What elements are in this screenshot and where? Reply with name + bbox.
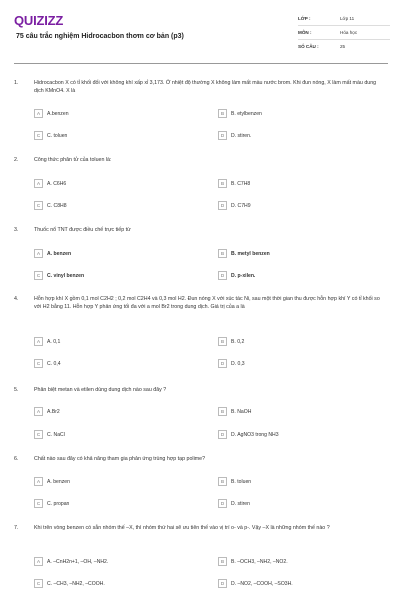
option-text: C. propan (47, 500, 70, 507)
option-text: A. benzen (47, 478, 70, 485)
question-number: 3. (14, 227, 19, 233)
option-text: D. 0,3 (231, 360, 245, 367)
option-b[interactable] (218, 108, 262, 119)
info-value: 25 (340, 44, 346, 49)
option-letter-box: A (34, 109, 43, 118)
option-c[interactable] (34, 578, 105, 589)
option-text: C. –CH3, –NH2, –COOH. (47, 580, 105, 587)
option-letter-box: D (218, 271, 227, 280)
option-letter-box: B (218, 337, 227, 346)
page-title: 75 câu trắc nghiệm Hidrocacbon thơm cơ bản (p3) (16, 33, 184, 40)
option-letter-box: C (34, 131, 43, 140)
question-5 (14, 386, 386, 394)
option-d[interactable] (218, 130, 251, 141)
question-number: 1. (14, 80, 19, 86)
question-6 (14, 455, 386, 463)
option-c[interactable] (34, 429, 65, 440)
question-text: Khi trên vòng benzen có sẵn nhóm thế –X, thì nhóm thứ hai sẽ ưu tiên thế vào vị trí o- và p-. Vậy –X là những nhóm thế nào ? (34, 525, 330, 531)
option-letter-box: D (218, 430, 227, 439)
option-text: B. metyl benzen (231, 250, 270, 257)
option-text: C. vinyl benzen (47, 272, 85, 279)
option-text: A. 0,1 (47, 338, 61, 345)
option-text: B. –OCH3, –NH2, –NO2. (231, 558, 288, 565)
option-text: B. 0,2 (231, 338, 245, 345)
question-number: 4. (14, 296, 19, 302)
option-text: D. stiren. (231, 132, 252, 139)
question-text: Chất nào sau đây có khả năng tham gia phản ứng trùng hợp tạp polime? (34, 456, 206, 462)
option-letter-box: D (218, 131, 227, 140)
option-a[interactable] (34, 556, 108, 567)
info-label: LỚP : (298, 16, 311, 21)
option-c[interactable] (34, 498, 69, 509)
option-b[interactable] (218, 556, 288, 567)
option-a[interactable] (34, 248, 71, 259)
question-number: 7. (14, 525, 19, 531)
option-text: A. benzen (47, 250, 72, 257)
question-number: 5. (14, 387, 19, 393)
option-letter-box: B (218, 407, 227, 416)
option-text: D. p-xilen. (231, 272, 256, 279)
option-text: D. –NO2, –COOH, –SO3H. (231, 580, 293, 587)
info-label: SỐ CÂU : (298, 44, 319, 49)
option-letter-box: D (218, 201, 227, 210)
info-row-subject (298, 26, 390, 40)
option-text: D. stiren (231, 500, 250, 507)
question-1 (14, 79, 386, 95)
option-text: A. C6H6 (47, 180, 67, 187)
option-a[interactable] (34, 108, 69, 119)
option-d[interactable] (218, 358, 245, 369)
option-text: B. C7H8 (231, 180, 251, 187)
option-b[interactable] (218, 406, 251, 417)
question-7 (14, 524, 386, 532)
option-letter-box: B (218, 109, 227, 118)
question-text: Thuốc nổ TNT được điều chế trực tiếp từ (34, 227, 131, 233)
option-text: A.benzen (47, 110, 69, 117)
option-letter-box: C (34, 201, 43, 210)
option-b[interactable] (218, 248, 270, 259)
option-text: C. C8H8 (47, 202, 67, 209)
question-3 (14, 226, 386, 234)
option-c[interactable] (34, 270, 84, 281)
option-letter-box: C (34, 430, 43, 439)
option-d[interactable] (218, 270, 255, 281)
option-text: C. toluen (47, 132, 68, 139)
option-letter-box: A (34, 249, 43, 258)
option-c[interactable] (34, 358, 61, 369)
quizizz-logo: QUIZIZZ (14, 13, 64, 28)
option-text: B. toluen (231, 478, 252, 485)
option-a[interactable] (34, 476, 70, 487)
question-text: Công thức phân tử của toluen là: (34, 157, 112, 163)
option-b[interactable] (218, 178, 250, 189)
option-letter-box: D (218, 359, 227, 368)
option-letter-box: C (34, 499, 43, 508)
option-c[interactable] (34, 200, 67, 211)
option-text: D. AgNO3 trong NH3 (231, 431, 279, 438)
option-d[interactable] (218, 200, 251, 211)
option-letter-box: B (218, 557, 227, 566)
option-letter-box: C (34, 271, 43, 280)
option-text: C. 0,4 (47, 360, 61, 367)
option-letter-box: C (34, 359, 43, 368)
option-d[interactable] (218, 578, 293, 589)
question-4 (14, 295, 386, 311)
question-text: Hidrocacbon X có tỉ khối đối với không khí xấp xỉ 3,173. Ở nhiệt độ thường X không làm mất màu nước brom. Khi đun nóng, X làm mất màu dung dịch KMnO4. X là (34, 80, 377, 95)
option-letter-box: B (218, 179, 227, 188)
info-row-count (298, 40, 390, 53)
question-number: 6. (14, 456, 19, 462)
option-b[interactable] (218, 476, 251, 487)
info-row-class (298, 12, 390, 26)
question-2 (14, 156, 386, 164)
option-letter-box: A (34, 477, 43, 486)
question-text: Hỗn hợp khí X gồm 0,1 mol C2H2 ; 0,2 mol C2H4 và 0,3 mol H2. Đun nóng X với xúc tác Ni, sau một thời gian thu được hỗn hợp khí Y có tỉ khối so với H2 bằng 11. Hỗn hợp Y phản ứng tối đa với a mol Br2 trong dung dịch. Giá trị của a là (34, 296, 380, 311)
option-letter-box: A (34, 557, 43, 566)
option-letter-box: B (218, 249, 227, 258)
option-text: B. etylbenzen (231, 110, 262, 117)
option-letter-box: C (34, 579, 43, 588)
question-number: 2. (14, 157, 19, 163)
option-text: B. NaOH (231, 408, 252, 415)
option-letter-box: B (218, 477, 227, 486)
option-letter-box: A (34, 337, 43, 346)
info-value: Hóa học (340, 30, 358, 35)
option-text: A.Br2 (47, 408, 60, 415)
header-divider (14, 63, 388, 64)
option-letter-box: D (218, 499, 227, 508)
option-d[interactable] (218, 498, 250, 509)
info-label: MÔN : (298, 30, 312, 35)
question-text: Phân biệt metan và etilen dùng dung dịch nào sau đây ? (34, 387, 167, 393)
option-letter-box: A (34, 179, 43, 188)
option-a[interactable] (34, 406, 60, 417)
option-letter-box: A (34, 407, 43, 416)
option-c[interactable] (34, 130, 67, 141)
option-a[interactable] (34, 178, 66, 189)
option-text: C. NaCl (47, 431, 65, 438)
option-letter-box: D (218, 579, 227, 588)
option-a[interactable] (34, 336, 60, 347)
option-d[interactable] (218, 429, 279, 440)
option-text: A. –CnH2n+1, –OH, –NH2. (47, 558, 109, 565)
option-b[interactable] (218, 336, 244, 347)
info-box (298, 12, 390, 53)
option-text: D. C7H9 (231, 202, 251, 209)
info-value: Lớp 11 (340, 16, 355, 21)
